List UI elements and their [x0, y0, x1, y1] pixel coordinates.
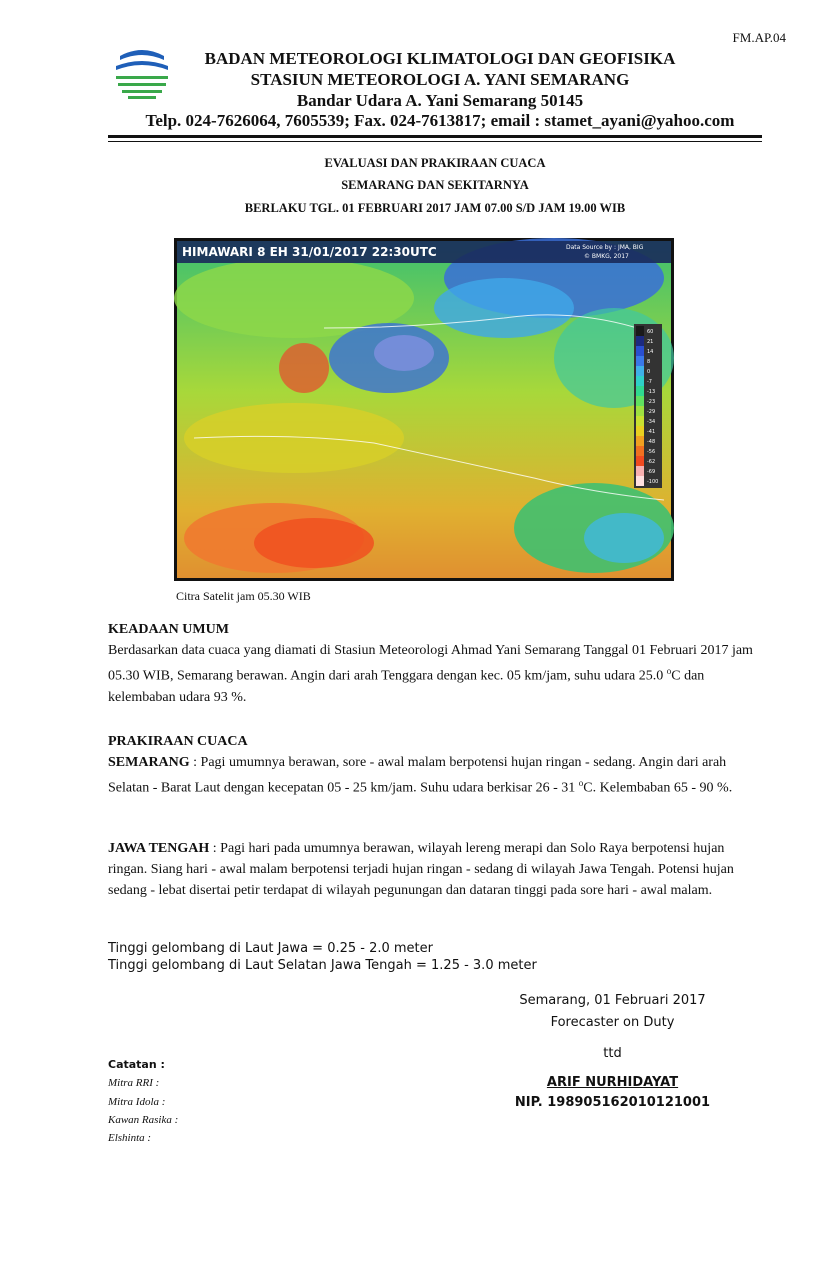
signature-role: Forecaster on Duty [550, 1015, 675, 1030]
legend-swatch [636, 396, 644, 406]
signature-nip: NIP. 198905162010121001 [514, 1095, 711, 1110]
satellite-image [174, 238, 674, 581]
jawa-tengah-label: JAWA TENGAH [108, 841, 210, 856]
legend-swatch [636, 376, 644, 386]
legend-label: -7 [647, 379, 652, 385]
legend-label: -13 [647, 389, 656, 395]
legend-label: 0 [647, 369, 651, 375]
legend-label: 21 [647, 339, 654, 345]
legend-label: -29 [647, 409, 656, 415]
legend-swatch [636, 366, 644, 376]
header-divider-thin [108, 141, 762, 142]
legend-label: -41 [647, 429, 656, 435]
note-item: Kawan Rasika : [108, 1114, 179, 1126]
legend-swatch [636, 426, 644, 436]
semarang-forecast [108, 752, 758, 799]
station-contact: Telp. 024-7626064, 7605539; Fax. 024-7613817; email : stamet_ayani@yahoo.com [145, 111, 735, 130]
station-name: STASIUN METEOROLOGI A. YANI SEMARANG [250, 70, 630, 89]
section-heading-keadaan-umum: KEADAAN UMUM [108, 622, 229, 637]
doc-validity: BERLAKU TGL. 01 FEBRUARI 2017 JAM 07.00 S/D JAM 19.00 WIB [244, 201, 626, 215]
keadaan-umum-text [108, 640, 758, 708]
keadaan-umum-tail: C dan kelembaban udara 93 %. [108, 668, 705, 705]
semarang-label: SEMARANG [108, 755, 190, 770]
station-address: Bandar Udara A. Yani Semarang 50145 [296, 91, 584, 110]
legend-swatch [636, 466, 644, 476]
jawa-tengah-forecast [108, 838, 758, 901]
legend-swatch [636, 336, 644, 346]
legend-swatch [636, 436, 644, 446]
degree-symbol: o [578, 778, 584, 788]
satellite-caption: Citra Satelit jam 05.30 WIB [176, 589, 311, 603]
legend-label: -23 [647, 399, 656, 405]
note-item: Mitra Idola : [108, 1096, 166, 1108]
semarang-tail: C. Kelembaban 65 - 90 %. [583, 780, 733, 796]
signature-ttd: ttd [603, 1046, 622, 1061]
legend-label: -48 [647, 439, 656, 445]
form-code: FM.AP.04 [732, 30, 786, 45]
legend-swatch [636, 476, 644, 486]
wave-height-south-sea: Tinggi gelombang di Laut Selatan Jawa Tengah = 1.25 - 3.0 meter [108, 958, 537, 973]
legend-swatch [636, 386, 644, 396]
header-divider-thick [108, 135, 762, 138]
legend-swatch [636, 406, 644, 416]
satellite-label: HIMAWARI 8 EH 31/01/2017 22:30UTC [182, 245, 437, 259]
legend-swatch [636, 326, 644, 336]
legend-swatch [636, 356, 644, 366]
doc-subtitle: SEMARANG DAN SEKITARNYA [341, 178, 529, 192]
degree-symbol: o [666, 666, 672, 676]
legend-label: 8 [647, 359, 651, 365]
legend-label: 14 [647, 349, 654, 355]
legend-label: -34 [647, 419, 656, 425]
legend-swatch [636, 456, 644, 466]
legend-label: -62 [647, 459, 656, 465]
doc-title: EVALUASI DAN PRAKIRAAN CUACA [324, 156, 546, 170]
legend-label: -69 [647, 469, 656, 475]
notes-title: Catatan : [108, 1058, 165, 1071]
semarang-text: : Pagi umumnya berawan, sore - awal malam berpotensi hujan ringan - sedang. Angin dari arah Selatan - Barat Laut dengan kecepatan 05 - 25 km/jam. Suhu udara berkisar 26 - 31 [108, 755, 727, 796]
legend-swatch [636, 346, 644, 356]
legend-label: -56 [647, 449, 656, 455]
wave-height-java-sea: Tinggi gelombang di Laut Jawa = 0.25 - 2.0 meter [108, 941, 433, 956]
note-item: Elshinta : [108, 1132, 152, 1144]
signature-place-date: Semarang, 01 Februari 2017 [519, 993, 706, 1008]
legend-swatch [636, 416, 644, 426]
keadaan-umum-main: Berdasarkan data cuaca yang diamati di Stasiun Meteorologi Ahmad Yani Semarang Tanggal 01 Februari 2017 jam 05.30 WIB, Semarang berawan. Angin dari arah Tenggara dengan kec. 05 km/jam, suhu udara 25.0 [108, 643, 753, 684]
legend-swatch [636, 446, 644, 456]
satellite-source-2: © BMKG, 2017 [584, 253, 629, 260]
agency-name: BADAN METEOROLOGI KLIMATOLOGI DAN GEOFISIKA [204, 49, 676, 68]
signature-name: ARIF NURHIDAYAT [546, 1075, 679, 1090]
legend-label: -100 [647, 479, 659, 485]
temperature-legend [634, 324, 662, 488]
section-heading-prakiraan: PRAKIRAAN CUACA [108, 734, 248, 749]
legend-label: 60 [647, 329, 654, 335]
jawa-tengah-text: : Pagi hari pada umumnya berawan, wilayah lereng merapi dan Solo Raya berpotensi hujan ringan. Siang hari - awal malam berpotensi terjadi hujan ringan - sedang di wilayah Jawa Tengah. Potensi hujan sedang - lebat disertai petir terdapat di wilayah pegunungan dan dataran tinggi pada sore hari - awal malam. [108, 841, 734, 898]
note-item: Mitra RRI : [108, 1077, 160, 1089]
satellite-source-1: Data Source by : JMA, BIG [566, 244, 644, 251]
